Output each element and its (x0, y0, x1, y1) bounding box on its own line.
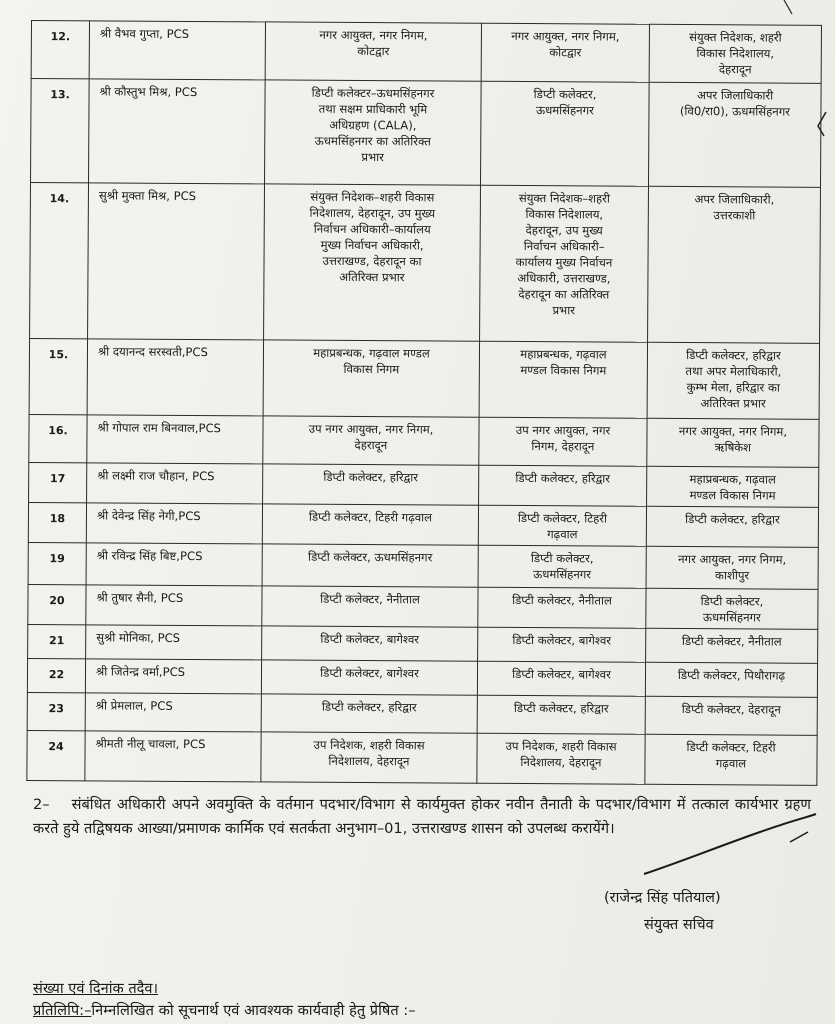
serial-number-cell: 12. (31, 21, 89, 79)
table-row (27, 658, 817, 697)
current-posting-cell: डिप्टी कलेक्टर, बागेश्वर (262, 626, 478, 661)
new-posting-cell: अपर जिलाधिकारी, उत्तरकाशी (648, 186, 821, 343)
table-row (27, 692, 817, 735)
signatory-name: (राजेन्द्र सिंह पतियाल) (604, 890, 721, 906)
table-row (28, 542, 818, 589)
copy-to-label: प्रतिलिपि:– (33, 1002, 92, 1019)
current-posting-cell: डिप्टी कलेक्टर, हरिद्वार (263, 464, 479, 505)
relieved-from-cell: उप निदेशक, शहरी विकास निदेशालय, देहरादून (477, 733, 645, 784)
officer-name-cell: श्री जितेन्द्र वर्मा,PCS (85, 659, 261, 694)
relieved-from-cell: डिप्टी कलेक्टर, हरिद्वार (477, 695, 645, 734)
new-posting-cell: डिप्टी कलेक्टर, ऊधमसिंहनगर (646, 588, 818, 629)
officer-name-cell: श्री लक्ष्मी राज चौहान, PCS (87, 463, 263, 504)
officer-name-cell: श्रीमती नीलू चावला, PCS (85, 731, 261, 782)
signature-mark (640, 812, 820, 882)
current-posting-cell: संयुक्त निदेशक–शहरी विकास निदेशालय, देहरादून, उप मुख्य निर्वाचन अधिकारी–कार्यालय मुख्य निर्वाचन अधिकारी, उत्तराखण्ड, देहरादून का अतिरिक्त प्रभार (264, 184, 481, 341)
relieved-from-cell: डिप्टी कलेक्टर, बागेश्वर (477, 661, 645, 696)
posting-table (26, 20, 822, 786)
officer-name-cell: श्री देवेन्द्र सिंह नेगी,PCS (86, 503, 262, 544)
relieved-from-cell: उप नगर आयुक्त, नगर निगम, देहरादून (479, 417, 647, 466)
table-row (29, 462, 819, 507)
current-posting-cell: डिप्टी कलेक्टर–ऊधमसिंहनगर तथा सक्षम प्राधिकारी भूमि अधिग्रहण (CALA), ऊधमसिंहनगर का अतिरिक्त प्रभार (265, 80, 482, 185)
current-posting-cell: महाप्रबन्धक, गढ़वाल मण्डल विकास निगम (263, 340, 479, 417)
table-row (31, 21, 821, 84)
serial-number-cell: 22 (27, 658, 85, 692)
new-posting-cell: संयुक्त निदेशक, शहरी विकास निदेशालय, देहरादून (649, 24, 821, 83)
relieved-from-cell: नगर आयुक्त, नगर निगम, कोटद्वार (481, 23, 649, 82)
serial-number-cell: 14. (30, 183, 89, 339)
serial-number-cell: 21 (28, 624, 86, 658)
relieved-from-cell: महाप्रबन्धक, गढ़वाल मण्डल विकास निगम (479, 341, 647, 418)
relieved-from-cell: डिप्टी कलेक्टर, नैनीताल (478, 587, 646, 628)
copy-to-line (33, 1000, 416, 1020)
corner-tick (780, 0, 800, 18)
margin-tick (812, 110, 832, 140)
officer-name-cell: श्री दयानन्द सरस्वती,PCS (87, 339, 263, 416)
table-row (31, 79, 822, 188)
new-posting-cell: अपर जिलाधिकारी (वि0/रा0), ऊधमसिंहनगर (648, 82, 821, 187)
current-posting-cell: डिप्टी कलेक्टर, हरिद्वार (261, 694, 477, 733)
relieved-from-cell: डिप्टी कलेक्टर, हरिद्वार (479, 465, 647, 506)
relieved-from-cell: डिप्टी कलेक्टर, बागेश्वर (478, 627, 646, 662)
current-posting-cell: डिप्टी कलेक्टर, नैनीताल (262, 586, 478, 627)
officer-name-cell: श्री गोपाल राम बिनवाल,PCS (87, 415, 263, 464)
table-row (30, 183, 821, 344)
table-row (27, 730, 817, 785)
new-posting-cell: डिप्टी कलेक्टर, हरिद्वार तथा अपर मेलाधिकारी, कुम्भ मेला, हरिद्वार का अतिरिक्त प्रभार (647, 342, 819, 419)
table-row (28, 584, 818, 629)
reference-line: संख्या एवं दिनांक तदैव। (33, 980, 159, 997)
posting-table-body (27, 21, 822, 786)
current-posting-cell: डिप्टी कलेक्टर, ऊधमसिंहनगर (262, 544, 478, 587)
new-posting-cell: महाप्रबन्धक, गढ़वाल मण्डल विकास निगम (647, 466, 819, 507)
relieved-from-cell: डिप्टी कलेक्टर, ऊधमसिंहनगर (478, 545, 646, 588)
paragraph-text: संबंधित अधिकारी अपने अवमुक्ति के वर्तमान पदभार/विभाग से कार्यमुक्त होकर नवीन तैनाती के पदभार/विभाग में तत्काल कार्यभार ग्रहण करते हुये तद्विषयक आख्या/प्रमाणक कार्मिक एवं सतर्कता अनुभाग–01, उत्तराखण्ड शासन को उपलब्ध करायेंगे। (33, 796, 811, 837)
new-posting-cell: डिप्टी कलेक्टर, टिहरी गढ़वाल (645, 734, 817, 785)
officer-name-cell: श्री रविन्द्र सिंह बिष्ट,PCS (86, 543, 262, 586)
serial-number-cell: 19 (28, 542, 86, 584)
officer-name-cell: श्री तुषार सैनी, PCS (86, 585, 262, 626)
new-posting-cell: नगर आयुक्त, नगर निगम, ऋषिकेश (647, 418, 819, 467)
officer-name-cell: सुश्री मोनिका, PCS (86, 625, 262, 660)
copy-to-text: निम्नलिखित को सूचनार्थ एवं आवश्यक कार्यवाही हेतु प्रेषित :– (91, 1002, 416, 1019)
officer-name-cell: श्री कौस्तुभ मिश्र, PCS (89, 79, 266, 184)
current-posting-cell: नगर आयुक्त, नगर निगम, कोटद्वार (265, 22, 481, 81)
serial-number-cell: 18 (28, 502, 86, 542)
serial-number-cell: 24 (27, 730, 85, 780)
serial-number-cell: 15. (29, 338, 87, 414)
table-row (28, 624, 818, 663)
paragraph-number: 2– (33, 796, 50, 813)
new-posting-cell: डिप्टी कलेक्टर, नैनीताल (646, 628, 818, 663)
posting-table-wrapper (26, 20, 821, 786)
serial-number-cell: 20 (28, 584, 86, 624)
table-row (29, 414, 819, 467)
officer-name-cell: श्री प्रेमलाल, PCS (85, 693, 261, 732)
new-posting-cell: नगर आयुक्त, नगर निगम, काशीपुर (646, 546, 818, 589)
relieved-from-cell: डिप्टी कलेक्टर, ऊधमसिंहनगर (480, 81, 649, 186)
new-posting-cell: डिप्टी कलेक्टर, पिथौरागढ़ (645, 662, 817, 697)
serial-number-cell: 17 (29, 462, 87, 502)
serial-number-cell: 16. (29, 414, 87, 462)
current-posting-cell: डिप्टी कलेक्टर, बागेश्वर (261, 660, 477, 695)
new-posting-cell: डिप्टी कलेक्टर, देहरादून (645, 696, 817, 735)
relieved-from-cell: संयुक्त निदेशक–शहरी विकास निदेशालय, देहरादून, उप मुख्य निर्वाचन अधिकारी– कार्यालय मुख्य निर्वाचन अधिकारी, उत्तराखण्ड, देहरादून का अतिरिक्त प्रभार (480, 185, 649, 342)
current-posting-cell: डिप्टी कलेक्टर, टिहरी गढ़वाल (262, 504, 478, 545)
current-posting-cell: उप नगर आयुक्त, नगर निगम, देहरादून (263, 416, 479, 465)
officer-name-cell: श्री वैभव गुप्ता, PCS (89, 21, 265, 80)
table-row (29, 338, 819, 419)
new-posting-cell: डिप्टी कलेक्टर, हरिद्वार (646, 506, 818, 547)
relieved-from-cell: डिप्टी कलेक्टर, टिहरी गढ़वाल (478, 505, 646, 546)
serial-number-cell: 13. (31, 79, 90, 183)
serial-number-cell: 23 (27, 692, 85, 730)
officer-name-cell: सुश्री मुक्ता मिश्र, PCS (88, 183, 265, 340)
current-posting-cell: उप निदेशक, शहरी विकास निदेशालय, देहरादून (261, 732, 477, 783)
signatory-designation: संयुक्त सचिव (644, 917, 714, 933)
table-row (28, 502, 818, 547)
